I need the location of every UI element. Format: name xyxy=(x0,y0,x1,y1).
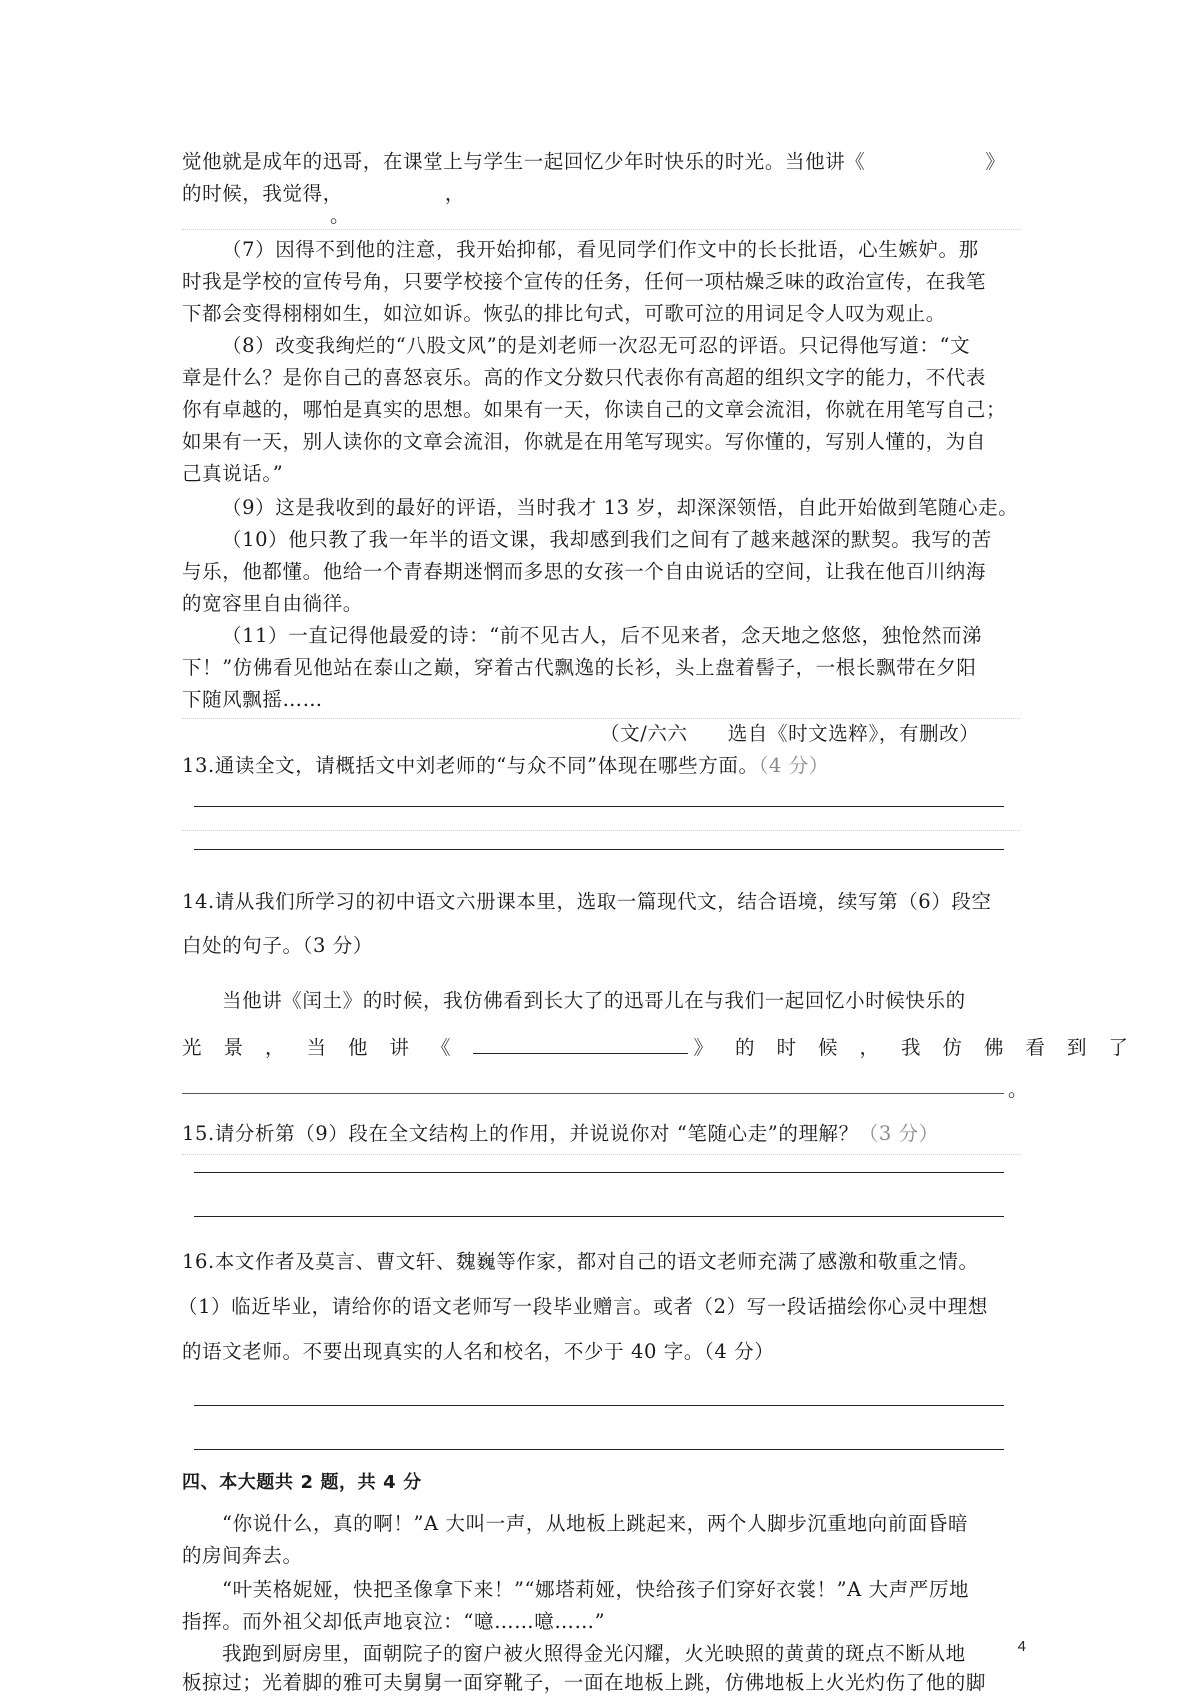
paragraph-8-line: 如果有一天，别人读你的文章会流泪，你就是在用笔写现实。写你懂的，写别人懂的，为自 xyxy=(182,430,987,453)
answer-line[interactable] xyxy=(194,1449,1004,1450)
passage-text: 的时候，我觉得， xyxy=(182,182,343,205)
question-14-example: 当他讲《闰土》的时候，我仿佛看到长大了的迅哥儿在与我们一起回忆小时候快乐的 xyxy=(222,989,966,1012)
sentence-end: 。 xyxy=(1008,1078,1029,1101)
paragraph-7-line: 下都会变得栩栩如生，如泣如诉。恢弘的排比句式，可歌可泣的用词足令人叹为观止。 xyxy=(182,302,946,325)
question-15 xyxy=(182,1114,1020,1154)
question-14-line: 白处的句子。（3 分） xyxy=(182,934,373,957)
question-16-line: 16.本文作者及莫言、曹文轩、魏巍等作家，都对自己的语文老师充满了感激和敬重之情。 xyxy=(182,1250,979,1273)
question-14-fill-line xyxy=(182,1024,1151,1072)
paragraph-10-line: 与乐，他都懂。他给一个青春期迷惘而多思的女孩一个自由说话的空间，让我在他百川纳海 xyxy=(182,560,987,583)
fill-text: 》的时候，我仿佛看到了 xyxy=(693,1036,1151,1059)
paragraph-10-line: 的宽容里自由徜徉。 xyxy=(182,592,363,615)
question-text: 15.请分析第（9）段在全文结构上的作用，并说说你对 “笔随心走”的理解？ xyxy=(182,1122,859,1145)
paragraph-7-line: 时我是学校的宣传号角，只要学校接个宣传的任务，任何一项枯燥乏味的政治宣传，在我笔 xyxy=(182,270,987,293)
answer-line[interactable] xyxy=(182,1093,1004,1094)
section-four-line: 板掠过；光着脚的雅可夫舅舅一面穿靴子，一面在地板上跳，仿佛地板上火光灼伤了他的脚 xyxy=(182,1671,987,1694)
section-four-line: “叶芙格妮娅，快把圣像拿下来！”“娜塔莉娅，快给孩子们穿好衣裳！”A 大声严厉地 xyxy=(222,1578,970,1601)
passage-text: 觉他就是成年的迅哥，在课堂上与学生一起回忆少年时快乐的时光。当他讲《 xyxy=(182,150,866,173)
paragraph-9-line: （9）这是我收到的最好的评语，当时我才 13 岁，却深深领悟，自此开始做到笔随心走。 xyxy=(222,496,1019,519)
title-answer-blank[interactable] xyxy=(473,1031,688,1054)
section-four-line: 的房间奔去。 xyxy=(182,1544,303,1567)
answer-line[interactable] xyxy=(194,1216,1004,1217)
answer-line[interactable] xyxy=(194,1405,1004,1406)
paragraph-7-line: （7）因得不到他的注意，我开始抑郁，看见同学们作文中的长长批语，心生嫉妒。那 xyxy=(222,238,979,261)
answer-line[interactable] xyxy=(194,806,1004,807)
paragraph-8-line: 己真说话。” xyxy=(182,462,284,485)
paragraph-11-line: （11）一直记得他最爱的诗：“前不见古人，后不见来者，念天地之悠悠，独怆然而涕 xyxy=(222,624,983,647)
dotted-divider xyxy=(182,229,1020,230)
dotted-divider xyxy=(182,830,1020,831)
paragraph-8-line: （8）改变我绚烂的“八股文风”的是刘老师一次忍无可忍的评语。只记得他写道：“文 xyxy=(222,334,971,357)
fill-text: 光景，当他讲《 xyxy=(182,1036,473,1059)
question-16-line: 的语文老师。不要出现真实的人名和校名，不少于 40 字。（4 分） xyxy=(182,1340,775,1363)
answer-line[interactable] xyxy=(194,849,1004,850)
source-citation: （文/六六 选自《时文选粹》，有删改） xyxy=(600,722,980,745)
question-score: （3 分） xyxy=(858,1122,939,1145)
question-13 xyxy=(182,748,1020,784)
section-four-line: “你说什么，真的啊！”A 大叫一声，从地板上跳起来，两个人脚步沉重地向前面昏暗 xyxy=(222,1512,969,1535)
paragraph-10-line: （10）他只教了我一年半的语文课，我却感到我们之间有了越来越深的默契。我写的苦 xyxy=(222,528,992,551)
page-number: 4 xyxy=(1017,1638,1026,1655)
passage-line xyxy=(182,144,1020,180)
question-16-line: （1）临近毕业，请给你的语文老师写一段毕业赠言。或者（2）写一段话描绘你心灵中理想 xyxy=(178,1295,988,1318)
paragraph-8-line: 章是什么？是你自己的喜怒哀乐。高的作文分数只代表你有高超的组织文字的能力，不代表 xyxy=(182,366,987,389)
paragraph-11-line: 下！”仿佛看见他站在泰山之巅，穿着古代飘逸的长衫，头上盘着髻子，一根长飘带在夕阳 xyxy=(182,656,977,679)
section-four-line: 指挥。而外祖父却低声地哀泣：“噫……噫……” xyxy=(182,1610,606,1633)
section-heading: 四、本大题共 2 题，共 4 分 xyxy=(182,1472,422,1493)
question-text: 13.通读全文，请概括文中刘老师的“与众不同”体现在哪些方面。 xyxy=(182,754,759,777)
dotted-divider xyxy=(182,1154,1020,1155)
paragraph-8-line: 你有卓越的，哪怕是真实的思想。如果有一天，你读自己的文章会流泪，你就在用笔写自己； xyxy=(182,398,1007,421)
passage-text: 》 xyxy=(985,150,1006,173)
section-four-line: 我跑到厨房里，面朝院子的窗户被火照得金光闪耀，火光映照的黄黄的斑点不断从地 xyxy=(222,1642,966,1665)
question-14-line: 14.请从我们所学习的初中语文六册课本里，选取一篇现代文，结合语境，续写第（6）段空 xyxy=(182,890,992,913)
passage-line: 。 xyxy=(330,204,351,227)
question-score: （4 分） xyxy=(758,754,829,777)
passage-line xyxy=(182,176,1020,212)
paragraph-11-line: 下随风飘摇…… xyxy=(182,688,323,711)
answer-line[interactable] xyxy=(194,1172,1004,1173)
passage-text: ， xyxy=(444,182,465,205)
